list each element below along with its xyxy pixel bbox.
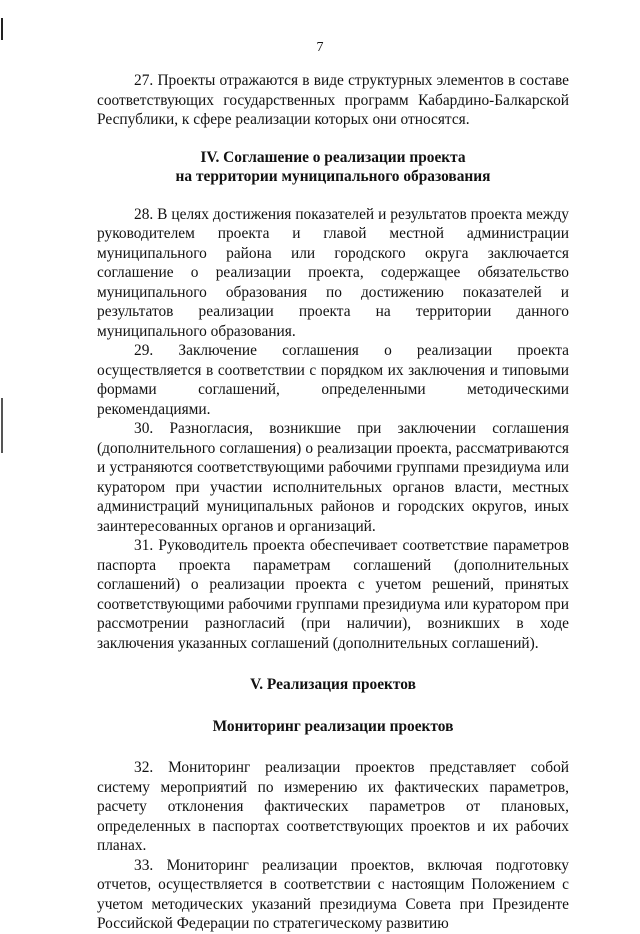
document-body [97, 71, 569, 934]
paragraph-32: 32. Мониторинг реализации проектов представляет собой систему мероприятий по измерению их фактических параметров, расчету отклонения фактических параметров от плановых, определенных в паспортах соответствующих проектов и их рабочих планах. [97, 759, 569, 854]
paragraph-29: 29. Заключение соглашения о реализации проекта осуществляется в соответствии с порядком их заключения и типовыми формами соглашений, определенными методическими рекомендациями. [97, 342, 569, 418]
scan-edge-mark [1, 398, 3, 453]
paragraph-31: 31. Руководитель проекта обеспечивает соответствие параметров паспорта проекта параметрам соглашений (дополнительных соглашений) о реализации проекта с учетом решений, принятых соответствующими рабочими группами президиума или куратором при рассмотрении разногласий (при наличии), возникших в ходе заключения указанных соглашений (дополнительных соглашений). [97, 537, 569, 652]
section-heading-iv-line2: на территории муниципального образования [175, 168, 491, 185]
paragraph-27: 27. Проекты отражаются в виде структурных элементов в составе соответствующих государственных программ Кабардино-Балкарской Республики, к сфере реализации которых они относятся. [97, 72, 569, 128]
paragraph-30: 30. Разногласия, возникшие при заключении соглашения (дополнительного соглашения) о реализации проекта, рассматриваются и устраняются соответствующими рабочими группами президиума или куратором при участии исполнительных органов власти, местных администраций муниципальных районов и городских округов, иных заинтересованных органов и организаций. [97, 420, 569, 535]
paragraph-33: 33. Мониторинг реализации проектов, включая подготовку отчетов, осуществляется в соответствии с настоящим Положением с учетом методических указаний президиума Совета при Президенте Российской Федерации по стратегическому развитию [97, 856, 569, 932]
paragraph-28: 28. В целях достижения показателей и результатов проекта между руководителем проекта и главой местной администрации муниципального района или городского округа заключается соглашение о реализации проекта, содержащее обязательство муниципального образования по достижению показателей и результатов реализации проекта на территории данного муниципального образования. [97, 205, 569, 340]
scan-edge-mark [1, 18, 3, 40]
section-heading-v: V. Реализация проектов [250, 676, 416, 693]
subheading-monitoring: Мониторинг реализации проектов [212, 717, 454, 735]
page-number: 7 [316, 40, 324, 55]
section-heading-iv-line1: IV. Соглашение о реализации проекта [200, 148, 466, 166]
